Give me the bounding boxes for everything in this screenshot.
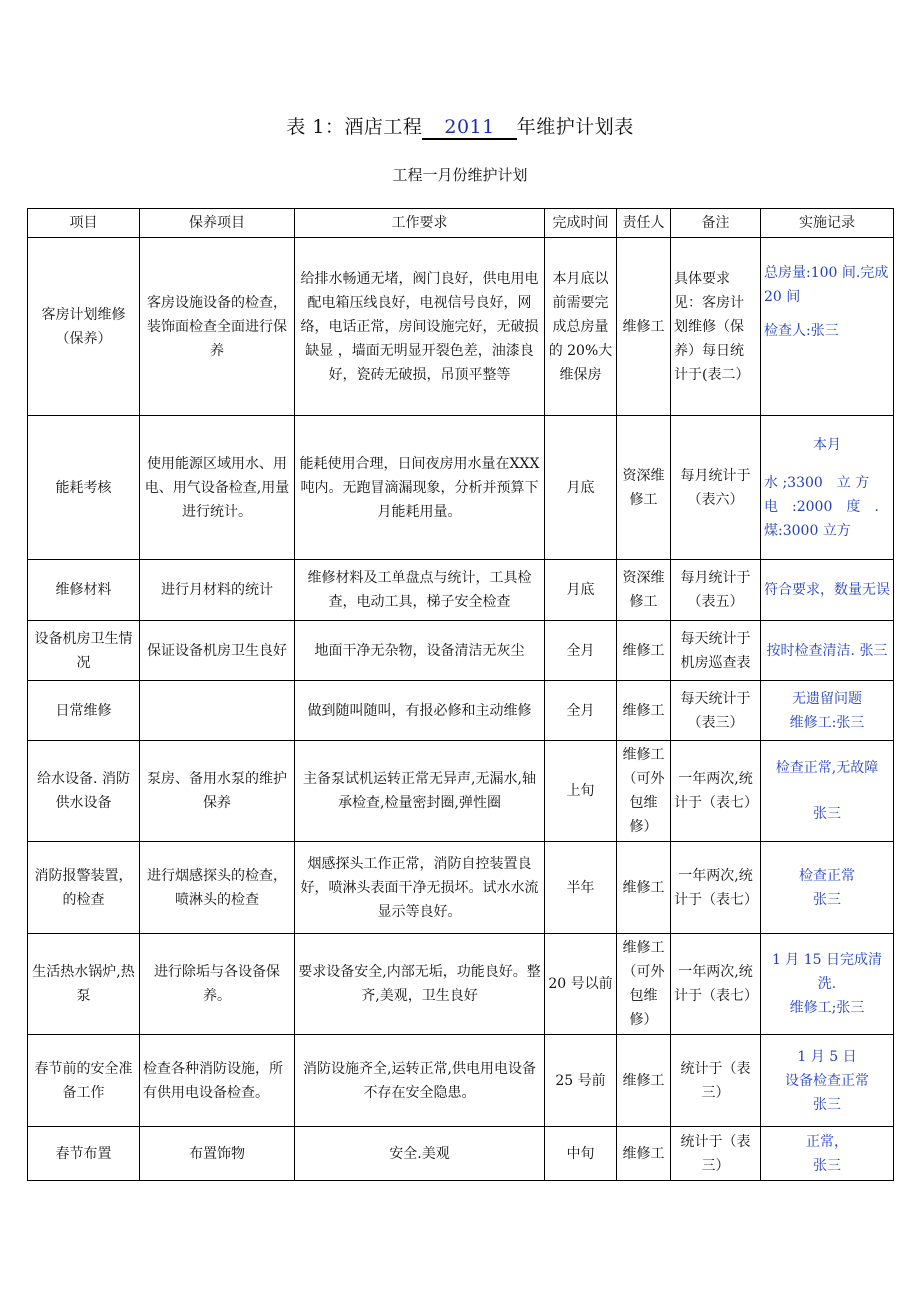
record-line: 张三 <box>813 891 841 908</box>
table-row <box>28 934 894 1035</box>
cell-requirement: 主备泵试机运转正常无异声,无漏水,轴承检查,检量密封圈,弹性圈 <box>295 741 545 842</box>
cell-maintenance: 泵房、备用水泵的维护保养 <box>140 741 295 842</box>
record-line: 符合要求，数量无误 <box>764 582 890 598</box>
cell-time: 中旬 <box>545 1127 617 1181</box>
record-line: 无遗留问题 <box>792 690 862 707</box>
title-suffix: 年维护计划表 <box>516 116 634 138</box>
cell-maintenance: 检查各种消防设施，所有供用电设备检查。 <box>140 1035 295 1127</box>
title-year: 2011 <box>422 116 516 140</box>
record-line: 1 月 5 日 <box>797 1048 857 1065</box>
record-line: 水 ;3300 立 方 <box>764 474 870 491</box>
cell-requirement: 地面干净无杂物，设备清洁无灰尘 <box>295 621 545 681</box>
cell-record <box>761 934 894 1035</box>
cell-requirement: 要求设备安全,内部无垢，功能良好。整齐,美观，卫生良好 <box>295 934 545 1035</box>
record-line: 维修工:张三 <box>789 714 865 731</box>
document-subtitle: 工程一月份维护计划 <box>392 166 528 184</box>
cell-record <box>761 842 894 934</box>
record-line: 按时检查清洁. 张三 <box>766 642 888 659</box>
header-time: 完成时间 <box>545 209 617 238</box>
cell-note: 具体要求见：客房计划维修（保养）每日统计于(表二） <box>671 238 761 416</box>
cell-item: 日常维修 <box>28 681 140 741</box>
record-line: 设备检查正常 <box>785 1072 869 1089</box>
record-line: 1 月 15 日完成清洗. <box>771 952 883 992</box>
cell-note: 一年两次,统计于（表七） <box>671 741 761 842</box>
maintenance-plan-table <box>27 208 894 1181</box>
cell-note: 每天统计于（表三） <box>671 681 761 741</box>
cell-person: 维修工 <box>617 238 671 416</box>
cell-item: 客房计划维修（保养） <box>28 238 140 416</box>
header-requirement: 工作要求 <box>295 209 545 238</box>
cell-time: 25 号前 <box>545 1035 617 1127</box>
cell-item: 生活热水锅炉,热泵 <box>28 934 140 1035</box>
cell-requirement: 给排水畅通无堵，阀门良好，供电用电配电箱压线良好，电视信号良好，网络，电话正常，房间设施完好，无破损缺显 ，墙面无明显开裂色差，油漆良好，瓷砖无破损，吊顶平整等 <box>295 238 545 416</box>
record-line: 维修工;张三 <box>789 1000 865 1016</box>
cell-note: 一年两次,统计于（表七） <box>671 842 761 934</box>
cell-record <box>761 560 894 621</box>
table-row <box>28 621 894 681</box>
cell-note: 统计于（表三） <box>671 1127 761 1181</box>
cell-requirement: 能耗使用合理，日间夜房用水量在XXX 吨内。无跑冒滴漏现象，分析并预算下月能耗用量。 <box>295 416 545 560</box>
header-record: 实施记录 <box>761 209 894 238</box>
cell-person: 资深维修工 <box>617 560 671 621</box>
cell-requirement: 烟感探头工作正常，消防自控装置良好，喷淋头表面干净无损坏。试水水流显示等良好。 <box>295 842 545 934</box>
cell-record <box>761 238 894 416</box>
record-line: 张三 <box>813 1157 841 1174</box>
cell-note: 统计于（表三） <box>671 1035 761 1127</box>
cell-maintenance: 使用能源区域用水、用电、用气设备检查,用量进行统计。 <box>140 416 295 560</box>
cell-record <box>761 621 894 681</box>
table-row <box>28 741 894 842</box>
cell-note: 每月统计于（表五） <box>671 560 761 621</box>
table-row <box>28 238 894 416</box>
cell-maintenance: 进行月材料的统计 <box>140 560 295 621</box>
cell-person: 资深维修工 <box>617 416 671 560</box>
cell-time: 全月 <box>545 681 617 741</box>
cell-person: 维修工 <box>617 1035 671 1127</box>
record-line: 总房量:100 间.完成 20 间 <box>764 264 889 305</box>
cell-time: 上旬 <box>545 741 617 842</box>
cell-person: 维修工（可外包维修） <box>617 934 671 1035</box>
cell-record <box>761 741 894 842</box>
cell-record <box>761 416 894 560</box>
cell-requirement: 做到随叫随叫，有报必修和主动维修 <box>295 681 545 741</box>
cell-time: 本月底以前需要完成总房量的 20%大维保房 <box>545 238 617 416</box>
cell-person: 维修工 <box>617 1127 671 1181</box>
cell-maintenance <box>140 681 295 741</box>
table-row <box>28 842 894 934</box>
cell-requirement: 维修材料及工单盘点与统计，工具检查，电动工具，梯子安全检查 <box>295 560 545 621</box>
cell-maintenance: 客房设施设备的检查，装饰面检查全面进行保养 <box>140 238 295 416</box>
table-row <box>28 681 894 741</box>
record-line: 本月 <box>813 436 841 453</box>
cell-note: 一年两次,统计于（表七） <box>671 934 761 1035</box>
cell-maintenance: 进行除垢与各设备保养。 <box>140 934 295 1035</box>
table-header-row <box>28 209 894 238</box>
cell-requirement: 消防设施齐全,运转正常,供电用电设备不存在安全隐患。 <box>295 1035 545 1127</box>
document-title <box>0 112 920 140</box>
cell-person: 维修工（可外包维修） <box>617 741 671 842</box>
record-line: 张三 <box>813 806 841 822</box>
record-line: 检查正常,无故障 <box>775 760 879 776</box>
header-note: 备注 <box>671 209 761 238</box>
header-item: 项目 <box>28 209 140 238</box>
cell-time: 半年 <box>545 842 617 934</box>
table-row <box>28 1127 894 1181</box>
header-person: 责任人 <box>617 209 671 238</box>
cell-record <box>761 1035 894 1127</box>
cell-maintenance: 进行烟感探头的检查，喷淋头的检查 <box>140 842 295 934</box>
record-line: 检查正常 <box>799 867 855 884</box>
table-row <box>28 560 894 621</box>
cell-requirement: 安全.美观 <box>295 1127 545 1181</box>
header-maintenance: 保养项目 <box>140 209 295 238</box>
cell-maintenance: 布置饰物 <box>140 1127 295 1181</box>
cell-item: 春节前的安全准备工作 <box>28 1035 140 1127</box>
title-prefix: 表 1：酒店工程 <box>286 116 423 138</box>
cell-item: 能耗考核 <box>28 416 140 560</box>
cell-time: 20 号以前 <box>545 934 617 1035</box>
record-line: 电 :2000 度 . <box>764 498 879 515</box>
record-line: 正常， <box>806 1133 848 1150</box>
cell-time: 月底 <box>545 416 617 560</box>
record-line: 检查人:张三 <box>764 322 839 339</box>
cell-person: 维修工 <box>617 842 671 934</box>
cell-time: 月底 <box>545 560 617 621</box>
cell-item: 维修材料 <box>28 560 140 621</box>
table-row <box>28 416 894 560</box>
cell-maintenance: 保证设备机房卫生良好 <box>140 621 295 681</box>
cell-note: 每月统计于（表六） <box>671 416 761 560</box>
cell-item: 春节布置 <box>28 1127 140 1181</box>
cell-person: 维修工 <box>617 681 671 741</box>
cell-time: 全月 <box>545 621 617 681</box>
cell-note: 每天统计于机房巡查表 <box>671 621 761 681</box>
table-row <box>28 1035 894 1127</box>
record-line: 张三 <box>813 1096 841 1113</box>
cell-item: 消防报警装置，的检查 <box>28 842 140 934</box>
record-line: 煤:3000 立方 <box>764 522 851 539</box>
cell-item: 设备机房卫生情况 <box>28 621 140 681</box>
cell-item: 给水设备. 消防供水设备 <box>28 741 140 842</box>
cell-record <box>761 681 894 741</box>
cell-record <box>761 1127 894 1181</box>
cell-person: 维修工 <box>617 621 671 681</box>
